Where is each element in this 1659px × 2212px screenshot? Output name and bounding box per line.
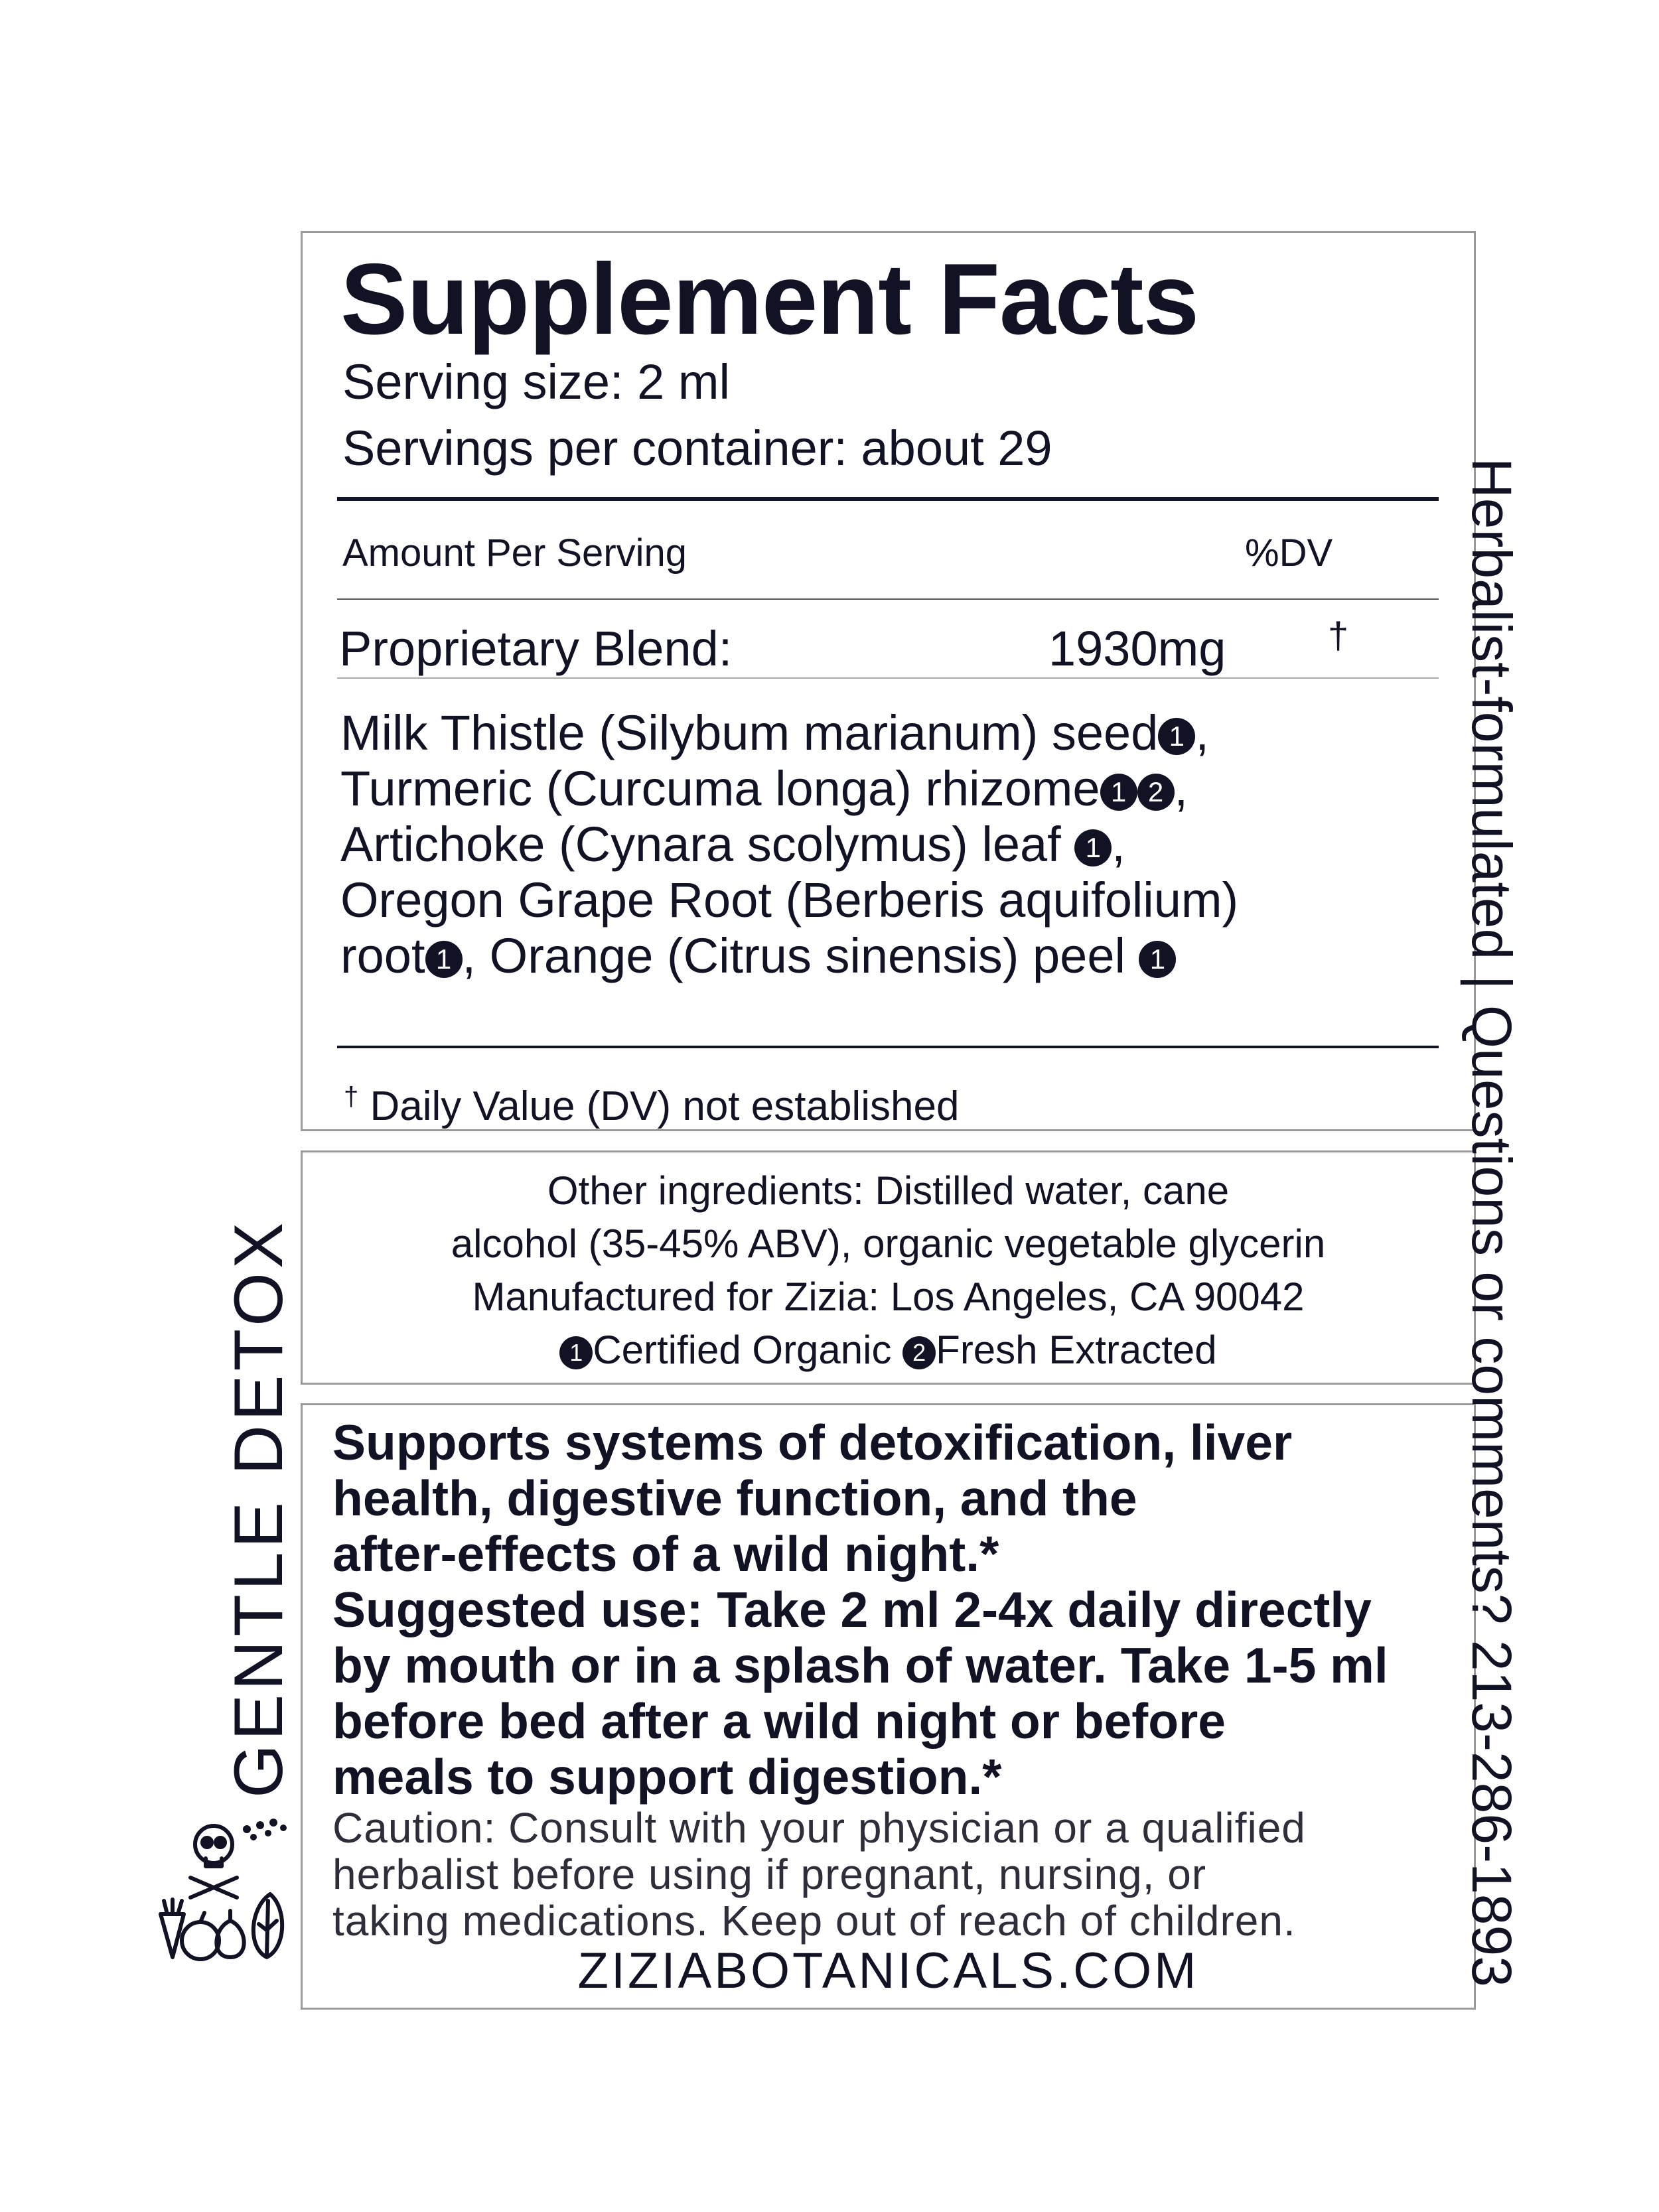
suggested-use-text: Suggested use: Take 2 ml 2-4x daily directly by mouth or in a splash of water. Take 1-5 ml before bed after a wild night or before meals to support digestion.*	[332, 1582, 1388, 1805]
organic-mark-icon: 1	[1139, 941, 1176, 978]
serving-size: Serving size: 2 ml	[342, 354, 730, 409]
website-link[interactable]: ZIZIABOTANICALS.COM	[577, 1943, 1199, 1999]
ingredient-line: root 1 , Orange (Citrus sinensis) peel 1	[340, 928, 1238, 984]
usage-text-block	[332, 1415, 1388, 1944]
facts-title: Supplement Facts	[340, 243, 1199, 356]
organic-mark-icon: 1	[559, 1336, 593, 1369]
ingredient-line: Oregon Grape Root (Berberis aquifolium)	[340, 872, 1239, 928]
other-ingredients-line: Other ingredients: Distilled water, cane	[547, 1168, 1230, 1213]
caution-text: Caution: Consult with your physician or a qualified herbalist before using if pregnant, nursing, or taking medications. Keep out of reach of children.	[332, 1804, 1306, 1945]
organic-mark-icon: 1	[1100, 774, 1137, 811]
blend-dv-dagger: †	[1328, 614, 1349, 656]
ingredient-list	[340, 705, 1238, 984]
organic-mark-icon: 1	[1158, 718, 1195, 755]
other-ingredients-line: alcohol (35-45% ABV), organic vegetable glycerin	[451, 1221, 1326, 1266]
other-ingredients-panel	[301, 1150, 1476, 1385]
legend-line: 1 Certified Organic 2 Fresh Extracted	[303, 1324, 1474, 1377]
dv-footnote: † Daily Value (DV) not established	[344, 1082, 960, 1129]
supplement-facts-panel	[301, 231, 1476, 1131]
servings-per-container: Servings per container: about 29	[342, 421, 1052, 476]
ingredient-line: Milk Thistle (Silybum marianum) seed 1 ,	[340, 705, 1209, 760]
supports-text: Supports systems of detoxification, liver health, digestive function, and the after-effects of a wild night.*	[332, 1415, 1293, 1582]
organic-mark-icon: 1	[425, 941, 463, 978]
other-ingredients-text	[303, 1164, 1474, 1377]
usage-panel	[301, 1403, 1476, 2010]
dv-header: %DV	[1245, 531, 1333, 575]
divider	[337, 677, 1439, 679]
contact-vertical-text: Herbalist-formulated | Questions or comments? 213-286-1893	[1461, 458, 1523, 1987]
divider	[337, 598, 1439, 600]
product-name: GENTLE DETOX	[220, 1218, 297, 1798]
amount-per-serving-header: Amount Per Serving	[342, 531, 687, 575]
skull-veggies-icon	[147, 1815, 297, 1967]
ingredient-line: Artichoke (Cynara scolymus) leaf 1 ,	[340, 817, 1125, 872]
manufacturer-line: Manufactured for Zizia: Los Angeles, CA 90042	[472, 1275, 1305, 1319]
organic-mark-icon: 1	[1074, 829, 1112, 866]
blend-amount: 1930mg	[1048, 621, 1226, 676]
ingredient-line: Turmeric (Curcuma longa) rhizome 1 2 ,	[340, 761, 1189, 816]
fresh-mark-icon: 2	[1137, 774, 1175, 811]
fresh-mark-icon: 2	[902, 1336, 936, 1369]
blend-name: Proprietary Blend:	[339, 621, 733, 676]
thick-divider	[337, 497, 1439, 501]
divider	[337, 1046, 1439, 1048]
